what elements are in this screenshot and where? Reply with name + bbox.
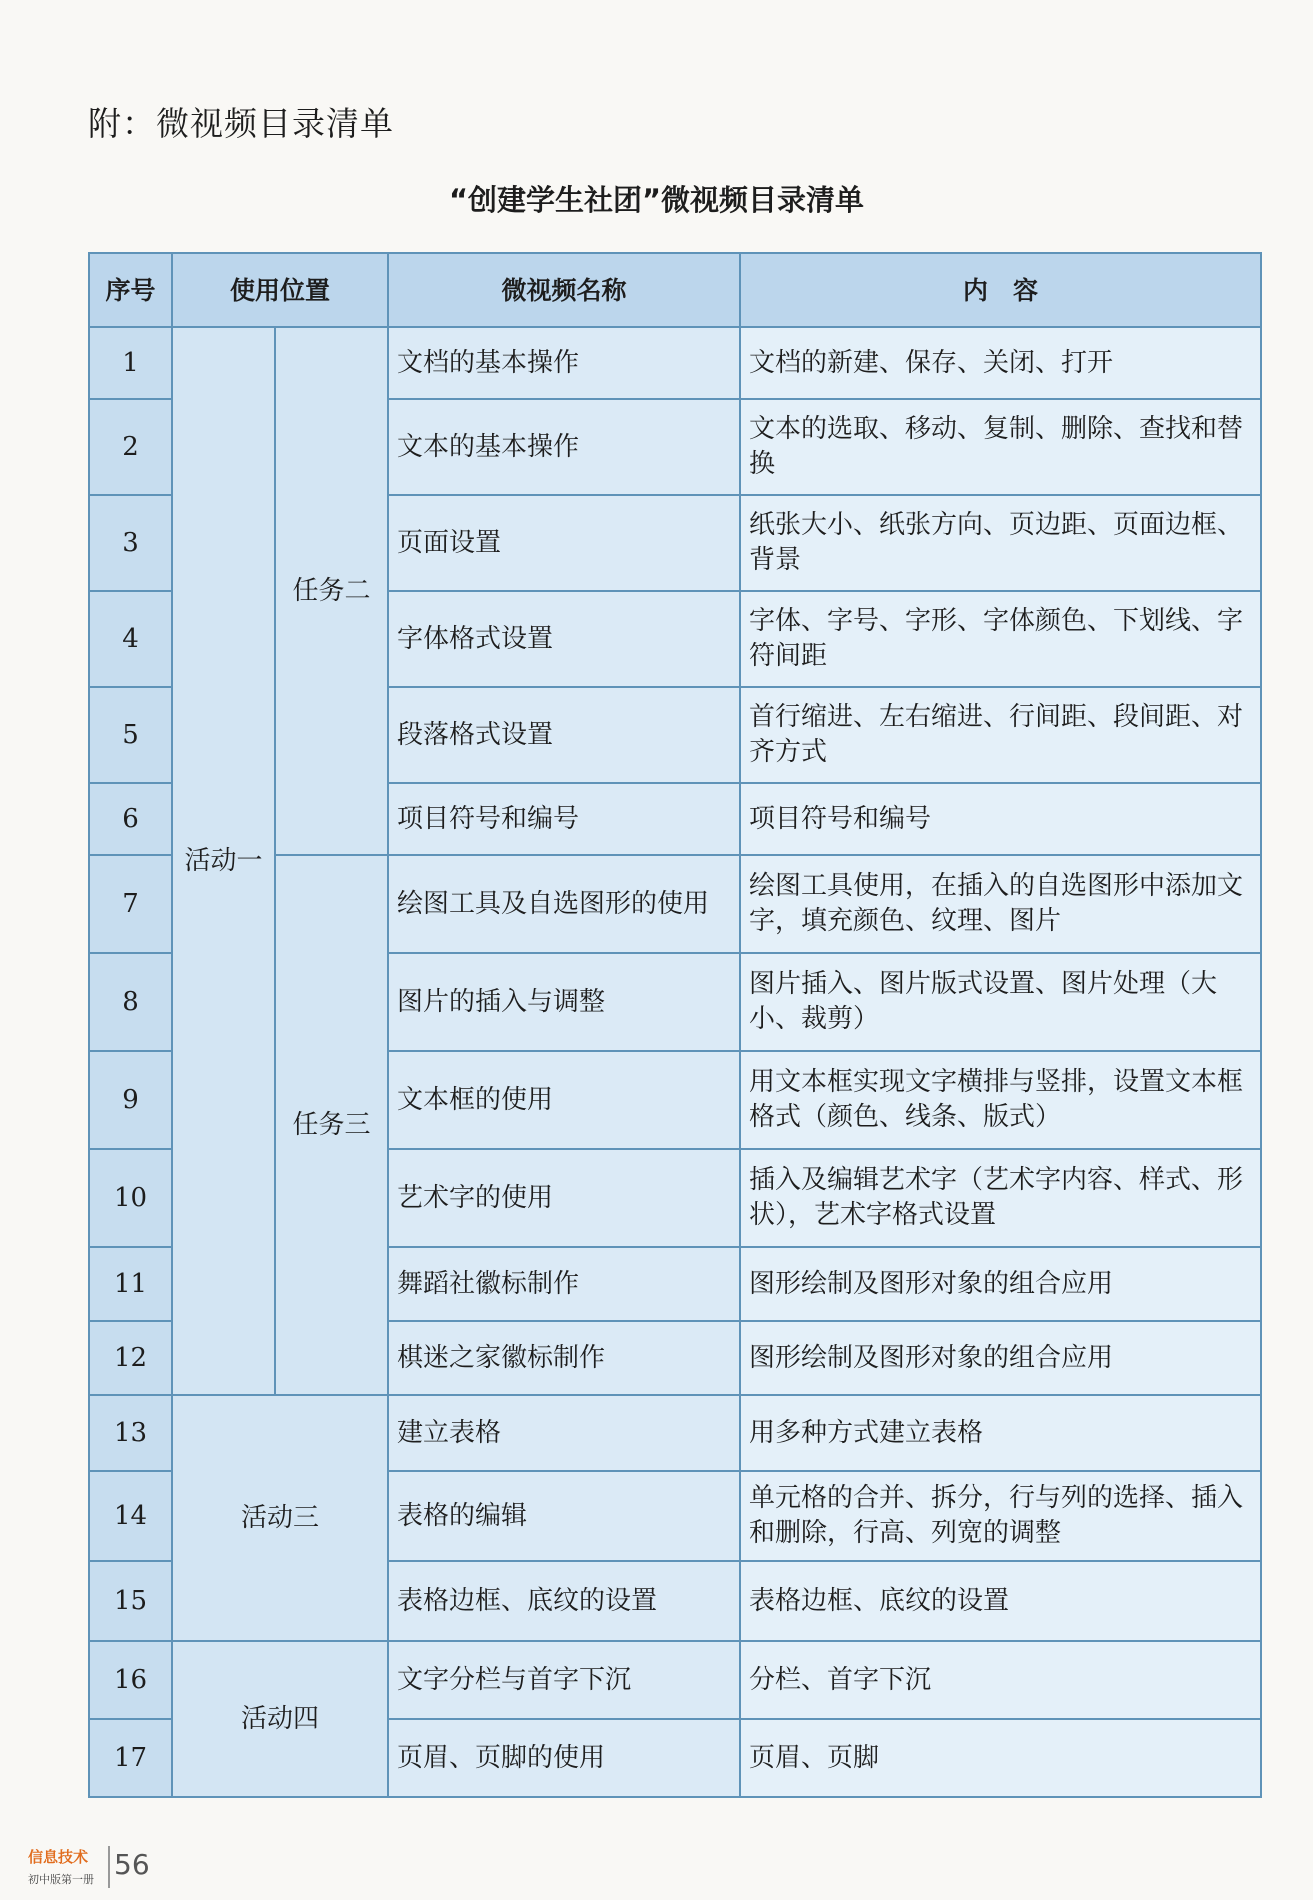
page-number: 56 — [114, 1848, 150, 1881]
video-name: 表格的编辑 — [388, 1471, 740, 1561]
video-content: 图形绘制及图形对象的组合应用 — [740, 1247, 1261, 1321]
video-content: 分栏、首字下沉 — [740, 1641, 1261, 1719]
video-name: 页面设置 — [388, 495, 740, 591]
row-number: 5 — [89, 687, 172, 783]
video-name: 艺术字的使用 — [388, 1149, 740, 1247]
video-content: 表格边框、底纹的设置 — [740, 1561, 1261, 1641]
group-activity-4: 活动四 — [172, 1641, 388, 1797]
row-number: 17 — [89, 1719, 172, 1797]
book-edition: 初中版第一册 — [28, 1873, 94, 1886]
video-content: 字体、字号、字形、字体颜色、下划线、字符间距 — [740, 591, 1261, 687]
video-name: 字体格式设置 — [388, 591, 740, 687]
video-name: 绘图工具及自选图形的使用 — [388, 855, 740, 953]
video-content: 页眉、页脚 — [740, 1719, 1261, 1797]
video-content: 插入及编辑艺术字（艺术字内容、样式、形状），艺术字格式设置 — [740, 1149, 1261, 1247]
video-content: 纸张大小、纸张方向、页边距、页面边框、背景 — [740, 495, 1261, 591]
row-number: 13 — [89, 1395, 172, 1471]
video-content: 项目符号和编号 — [740, 783, 1261, 855]
video-content: 用文本框实现文字横排与竖排，设置文本框格式（颜色、线条、版式） — [740, 1051, 1261, 1149]
video-name: 文本框的使用 — [388, 1051, 740, 1149]
video-content: 单元格的合并、拆分，行与列的选择、插入和删除，行高、列宽的调整 — [740, 1471, 1261, 1561]
video-name: 建立表格 — [388, 1395, 740, 1471]
row-number: 11 — [89, 1247, 172, 1321]
video-name: 图片的插入与调整 — [388, 953, 740, 1051]
row-number: 12 — [89, 1321, 172, 1395]
header-number: 序号 — [89, 253, 172, 327]
video-name: 段落格式设置 — [388, 687, 740, 783]
header-position: 使用位置 — [172, 253, 388, 327]
header-content: 内 容 — [740, 253, 1261, 327]
video-content: 文本的选取、移动、复制、删除、查找和替换 — [740, 399, 1261, 495]
video-name: 文本的基本操作 — [388, 399, 740, 495]
book-title: 信息技术 — [28, 1848, 89, 1866]
video-name: 项目符号和编号 — [388, 783, 740, 855]
row-number: 4 — [89, 591, 172, 687]
row-number: 14 — [89, 1471, 172, 1561]
group-activity-3: 活动三 — [172, 1395, 388, 1641]
group-activity-1: 活动一 — [172, 327, 275, 1395]
footer-divider — [108, 1846, 110, 1888]
video-catalog-table — [88, 252, 1262, 1798]
row-number: 8 — [89, 953, 172, 1051]
row-number: 6 — [89, 783, 172, 855]
row-number: 7 — [89, 855, 172, 953]
video-name: 页眉、页脚的使用 — [388, 1719, 740, 1797]
row-number: 16 — [89, 1641, 172, 1719]
row-number: 2 — [89, 399, 172, 495]
group-task-2: 任务二 — [275, 327, 388, 855]
video-name: 文档的基本操作 — [388, 327, 740, 399]
table-row — [89, 327, 1261, 399]
row-number: 1 — [89, 327, 172, 399]
group-task-3: 任务三 — [275, 855, 388, 1395]
row-number: 15 — [89, 1561, 172, 1641]
video-content: 图形绘制及图形对象的组合应用 — [740, 1321, 1261, 1395]
video-content: 绘图工具使用，在插入的自选图形中添加文字，填充颜色、纹理、图片 — [740, 855, 1261, 953]
table-row — [89, 1395, 1261, 1471]
appendix-heading: 附：微视频目录清单 — [88, 104, 394, 143]
row-number: 9 — [89, 1051, 172, 1149]
table-title: “创建学生社团”微视频目录清单 — [448, 183, 865, 217]
video-content: 文档的新建、保存、关闭、打开 — [740, 327, 1261, 399]
table-header-row — [89, 253, 1261, 327]
video-content: 图片插入、图片版式设置、图片处理（大小、裁剪） — [740, 953, 1261, 1051]
video-content: 用多种方式建立表格 — [740, 1395, 1261, 1471]
video-name: 棋迷之家徽标制作 — [388, 1321, 740, 1395]
video-name: 文字分栏与首字下沉 — [388, 1641, 740, 1719]
video-name: 舞蹈社徽标制作 — [388, 1247, 740, 1321]
row-number: 3 — [89, 495, 172, 591]
video-name: 表格边框、底纹的设置 — [388, 1561, 740, 1641]
video-content: 首行缩进、左右缩进、行间距、段间距、对齐方式 — [740, 687, 1261, 783]
table-row — [89, 1641, 1261, 1719]
row-number: 10 — [89, 1149, 172, 1247]
header-name: 微视频名称 — [388, 253, 740, 327]
